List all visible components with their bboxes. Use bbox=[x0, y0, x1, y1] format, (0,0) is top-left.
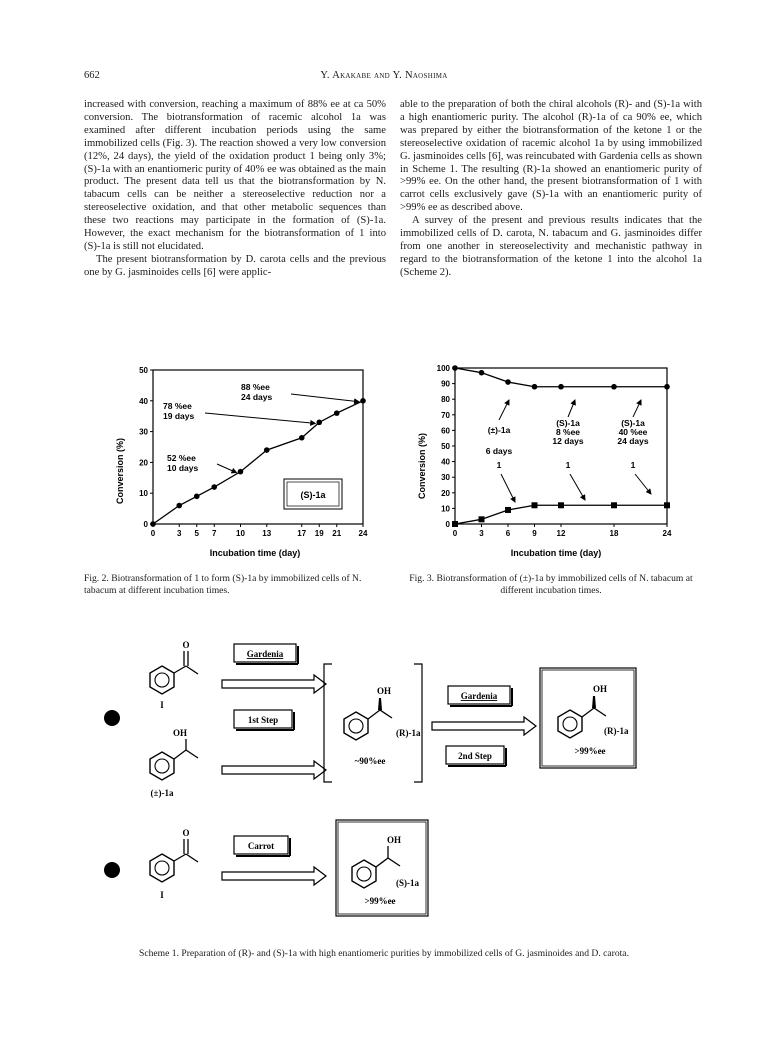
bullet bbox=[104, 862, 120, 878]
y-tick-label: 90 bbox=[441, 379, 450, 389]
reaction-arrow bbox=[222, 761, 326, 779]
y-tick-label: 50 bbox=[441, 442, 450, 451]
y-tick-label: 80 bbox=[441, 395, 450, 405]
svg-text:88 %ee: 88 %ee bbox=[241, 382, 270, 392]
first-step-label bbox=[234, 710, 294, 730]
y-tick-label: 30 bbox=[441, 473, 450, 483]
figure-2-caption: Fig. 2. Biotransformation of 1 to form (S)-1a by immobilized cells of N. tabacum at different incubation times. bbox=[84, 573, 362, 596]
svg-text:O: O bbox=[182, 640, 190, 650]
svg-text:I: I bbox=[160, 890, 164, 900]
svg-text:78 %ee: 78 %ee bbox=[163, 401, 192, 411]
y-tick-label: 20 bbox=[441, 488, 450, 498]
y-tick-label: 100 bbox=[436, 364, 450, 373]
svg-text:Gardenia: Gardenia bbox=[460, 691, 498, 701]
svg-text:Gardenia: Gardenia bbox=[246, 649, 284, 659]
annotation-78ee bbox=[163, 401, 194, 421]
x-tick-label: 3 bbox=[479, 529, 484, 538]
figure-3-chart bbox=[405, 360, 695, 560]
svg-text:(S)-1a: (S)-1a bbox=[300, 490, 326, 500]
data-point bbox=[532, 384, 538, 390]
y-tick-label: 60 bbox=[441, 426, 450, 436]
data-point bbox=[334, 410, 340, 416]
svg-text:(S)-1a: (S)-1a bbox=[396, 878, 419, 888]
data-point bbox=[176, 503, 182, 509]
data-point bbox=[505, 507, 511, 513]
y-tick-label: 10 bbox=[139, 489, 148, 499]
x-axis-label: Incubation time (day) bbox=[510, 548, 602, 558]
running-authors: Y. Akakabe and Y. Naoshima bbox=[320, 70, 448, 81]
s-alcohol-product-box bbox=[336, 820, 428, 916]
y-tick-label: 40 bbox=[139, 396, 148, 406]
ketone-1-structure bbox=[150, 640, 198, 710]
bracket-right bbox=[414, 664, 422, 782]
data-point bbox=[150, 521, 156, 527]
svg-text:(R)-1a: (R)-1a bbox=[604, 726, 629, 736]
data-point bbox=[194, 493, 200, 499]
svg-text:(±)-1a: (±)-1a bbox=[150, 788, 174, 798]
x-tick-label: 21 bbox=[332, 529, 342, 538]
data-point bbox=[611, 502, 617, 508]
data-point bbox=[479, 370, 485, 376]
svg-text:(S)-1a: (S)-1a bbox=[621, 418, 645, 428]
data-point bbox=[479, 516, 485, 522]
carrot-label bbox=[234, 836, 290, 856]
svg-text:>99%ee: >99%ee bbox=[364, 896, 396, 906]
data-point bbox=[532, 502, 538, 508]
data-point bbox=[558, 502, 564, 508]
legend-box bbox=[284, 479, 342, 509]
x-tick-label: 5 bbox=[194, 529, 199, 538]
data-point bbox=[505, 379, 511, 385]
svg-text:40 %ee: 40 %ee bbox=[618, 427, 648, 437]
svg-text:OH: OH bbox=[386, 835, 402, 845]
annotation-arrow bbox=[217, 464, 237, 473]
svg-text:12 days: 12 days bbox=[552, 436, 584, 446]
body-column-left bbox=[84, 99, 386, 280]
svg-text:1: 1 bbox=[630, 460, 636, 470]
svg-text:24 days: 24 days bbox=[241, 392, 273, 402]
svg-text:OH: OH bbox=[592, 684, 608, 694]
bullet bbox=[104, 710, 120, 726]
svg-text:8 %ee: 8 %ee bbox=[555, 427, 581, 437]
gardenia-label bbox=[234, 644, 298, 664]
data-point bbox=[316, 420, 322, 426]
x-tick-label: 10 bbox=[236, 529, 245, 538]
paragraph: A survey of the present and previous results indicates that the immobilized cells of D. carota, N. tabacum and G. jasminoides differ from one another in stereoselectivity and mechanistic pathway in regard to the biotransformation of the ketone 1 into the alcohol 1a (Scheme 2). bbox=[400, 215, 702, 278]
x-tick-label: 12 bbox=[556, 529, 566, 538]
scheme-1-caption: Scheme 1. Preparation of (R)- and (S)-1a with high enantiomeric purities by immobilized cells of G. jasminoides and D. carota. bbox=[139, 948, 629, 959]
svg-text:1st Step: 1st Step bbox=[247, 715, 279, 725]
data-point bbox=[360, 398, 366, 404]
svg-text:52 %ee: 52 %ee bbox=[167, 453, 196, 463]
bracket-left bbox=[324, 664, 332, 782]
x-tick-label: 24 bbox=[358, 529, 368, 538]
annotation-88ee bbox=[241, 382, 272, 402]
data-point bbox=[611, 384, 617, 390]
svg-text:OH: OH bbox=[172, 728, 188, 738]
page-number: 662 bbox=[84, 70, 100, 81]
y-tick-label: 70 bbox=[441, 410, 450, 420]
y-tick-label: 50 bbox=[139, 366, 148, 375]
svg-text:~90%ee: ~90%ee bbox=[354, 756, 386, 766]
svg-text:OH: OH bbox=[376, 686, 392, 696]
svg-text:1: 1 bbox=[496, 460, 502, 470]
label-arrows bbox=[496, 400, 651, 502]
body-column-right bbox=[400, 99, 702, 280]
racemic-alcohol-structure bbox=[150, 728, 198, 798]
svg-text:Carrot: Carrot bbox=[247, 841, 275, 851]
x-tick-label: 0 bbox=[452, 529, 458, 538]
data-point bbox=[558, 384, 564, 390]
y-axis-label: Conversion (%) bbox=[115, 437, 125, 505]
svg-text:1: 1 bbox=[565, 460, 571, 470]
y-axis-label: Conversion (%) bbox=[417, 432, 427, 500]
paragraph: able to the preparation of both the chiral alcohols (R)- and (S)-1a with a high enantiomeric purity. The alcohol (R)-1a of ca 90% ee, which was prepared by either the biotransformation of the ketone 1 or the stereoselective oxidation of racemic alcohol 1a by using immobilized G. jasminoides cells [6], was reincubated with Gardenia cells as shown in Scheme 1. The resulting (R)-1a showed an enantiomeric purity of >99% ee. On the other hand, the present biotransformation of 1 with carrot cells exclusively gave (S)-1a with an enantiomeric purity of >99% ee as described above. bbox=[400, 99, 702, 214]
y-tick-label: 20 bbox=[139, 458, 148, 468]
y-tick-label: 10 bbox=[441, 504, 450, 514]
svg-text:>99%ee: >99%ee bbox=[574, 746, 606, 756]
r-alcohol-product-box bbox=[540, 668, 636, 768]
x-tick-label: 3 bbox=[177, 529, 182, 538]
y-tick-label: 0 bbox=[143, 520, 148, 529]
svg-text:I: I bbox=[160, 700, 164, 710]
x-tick-label: 0 bbox=[150, 529, 156, 538]
paragraph: increased with conversion, reaching a maximum of 88% ee at ca 50% conversion. The biotransformation of racemic alcohol 1a was examined after different incubation periods using the same immobilized cells (Fig. 3). The reaction showed a very low conversion (12%, 24 days), the yield of the oxidation product 1 being only 3%; (S)-1a with an enantiomeric purity of 40% ee was obtained as the main product. The present data tell us that the biotransformation by N. tabacum cells can be neither a stereoselective reduction nor a stereoselective oxidation, and that other metabolic sequences than these two reactions may participate in the formation of (S)-1a. However, the exact mechanism for the biotransformation of 1 into (S)-1a is still not elucidated. bbox=[84, 99, 386, 252]
y-tick-label: 30 bbox=[139, 427, 148, 437]
data-point bbox=[664, 384, 670, 390]
x-tick-label: 24 bbox=[662, 529, 672, 538]
x-tick-label: 7 bbox=[212, 529, 217, 538]
data-point bbox=[299, 435, 305, 441]
data-point bbox=[452, 521, 458, 527]
data-point bbox=[452, 365, 458, 371]
svg-text:19 days: 19 days bbox=[163, 411, 195, 421]
svg-text:(±)-1a: (±)-1a bbox=[487, 425, 511, 435]
x-tick-label: 19 bbox=[314, 529, 324, 538]
scheme-1 bbox=[100, 632, 680, 932]
svg-text:O: O bbox=[182, 828, 190, 838]
x-tick-label: 17 bbox=[297, 529, 307, 538]
paragraph: The present biotransformation by D. carota cells and the previous one by G. jasminoides cells [6] were applic- bbox=[84, 253, 386, 278]
ketone-1-structure bbox=[150, 828, 198, 900]
svg-text:(S)-1a: (S)-1a bbox=[556, 418, 580, 428]
data-point bbox=[664, 502, 670, 508]
annotation-arrow bbox=[291, 394, 359, 402]
reaction-arrow bbox=[222, 675, 326, 693]
x-tick-label: 6 bbox=[505, 529, 511, 538]
x-tick-label: 13 bbox=[262, 529, 272, 538]
annotation-52ee bbox=[167, 453, 198, 473]
data-point bbox=[211, 484, 217, 490]
r-alcohol-intermediate bbox=[344, 686, 421, 766]
x-tick-label: 18 bbox=[609, 529, 619, 538]
data-point bbox=[264, 447, 270, 453]
svg-text:24 days: 24 days bbox=[617, 436, 649, 446]
series-labels bbox=[486, 418, 649, 470]
y-tick-label: 40 bbox=[441, 457, 450, 467]
svg-text:(R)-1a: (R)-1a bbox=[396, 728, 421, 738]
reaction-arrow bbox=[432, 717, 536, 735]
y-tick-label: 0 bbox=[445, 520, 450, 529]
figure-2-chart bbox=[95, 360, 385, 560]
x-tick-label: 9 bbox=[532, 529, 537, 538]
svg-text:6 days: 6 days bbox=[485, 446, 513, 456]
gardenia-label bbox=[448, 686, 512, 706]
svg-text:2nd Step: 2nd Step bbox=[458, 751, 492, 761]
figure-3-caption: Fig. 3. Biotransformation of (±)-1a by immobilized cells of N. tabacum at different incubation times. bbox=[409, 573, 693, 596]
second-step-label bbox=[446, 746, 506, 766]
annotation-arrow bbox=[205, 413, 315, 423]
series-line bbox=[455, 368, 667, 387]
svg-text:10 days: 10 days bbox=[167, 463, 199, 473]
x-axis-label: Incubation time (day) bbox=[209, 548, 301, 558]
reaction-arrow bbox=[222, 867, 326, 885]
data-point bbox=[238, 469, 244, 475]
